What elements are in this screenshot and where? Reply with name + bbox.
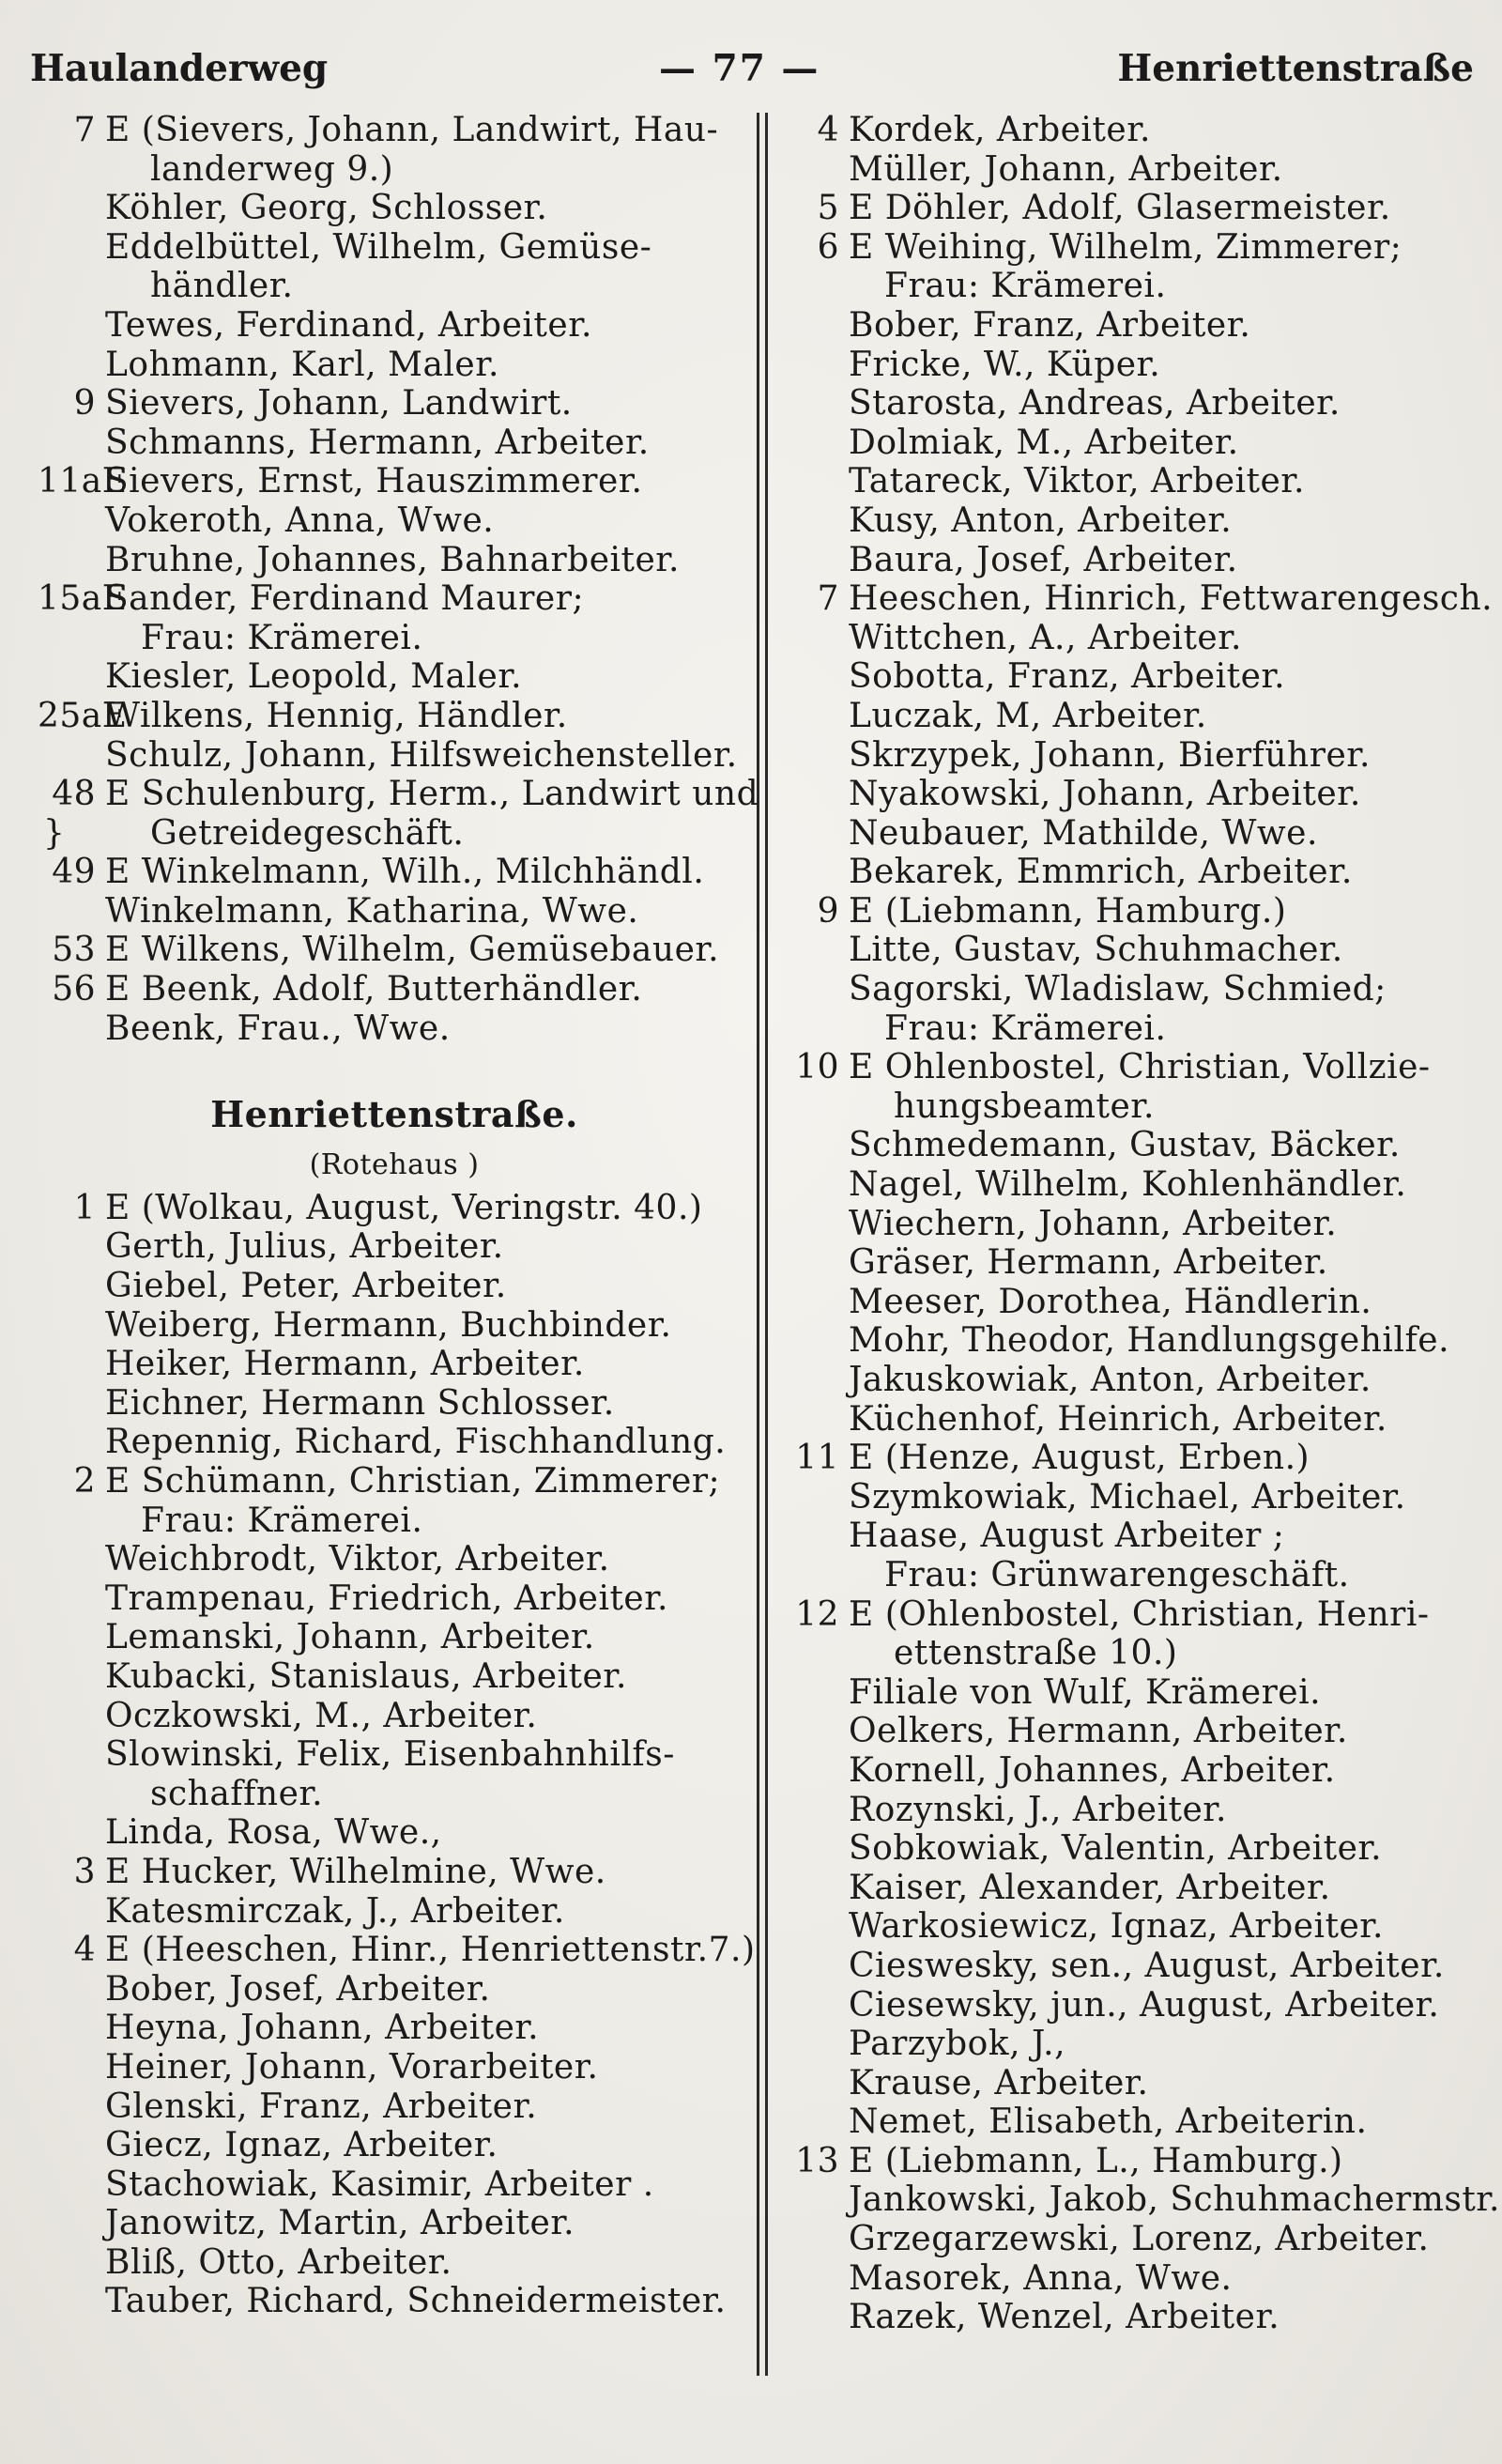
directory-entry: [781, 2298, 1476, 2337]
house-number: 11: [795, 1439, 839, 1478]
directory-entry: [781, 697, 1476, 736]
entry-text: Masorek, Anna, Wwe.: [849, 2258, 1233, 2298]
entry-text: E Winkelmann, Wilh., Milchhändl.: [105, 853, 705, 892]
directory-entry: [38, 2048, 751, 2087]
directory-entry: [781, 541, 1476, 580]
entry-text: Lemanski, Johann, Arbeiter.: [105, 1618, 595, 1657]
directory-entry: [781, 1986, 1476, 2025]
directory-entry: [781, 1556, 1476, 1595]
entry-text: Gerth, Julius, Arbeiter.: [105, 1227, 504, 1267]
entry-text: Eichner, Hermann Schlosser.: [105, 1383, 615, 1423]
directory-entry: [781, 1947, 1476, 1986]
directory-entry: [781, 1009, 1476, 1049]
house-number: 13: [795, 2141, 839, 2180]
entry-text: Tatareck, Viktor, Arbeiter.: [849, 462, 1305, 501]
entry-text: Kornell, Johannes, Arbeiter.: [849, 1750, 1336, 1790]
entry-text: Kubacki, Stanislaus, Arbeiter.: [105, 1656, 628, 1696]
page-number: — 77 —: [659, 47, 820, 90]
house-number: 7: [817, 579, 839, 619]
house-number: 10: [795, 1048, 839, 1087]
header-right-street: Henriettenstraße: [1117, 47, 1474, 90]
directory-entry: [38, 1579, 751, 1619]
entry-text: Sagorski, Wladislaw, Schmied;: [849, 970, 1387, 1009]
directory-entry: [781, 1673, 1476, 1713]
directory-entry: [38, 697, 751, 736]
entry-text: Janowitz, Martin, Arbeiter.: [105, 2204, 575, 2243]
entry-text: Filiale von Wulf, Krämerei.: [849, 1672, 1322, 1712]
directory-entry: [38, 1227, 751, 1267]
directory-entry: [781, 1751, 1476, 1791]
house-number: 9: [73, 384, 96, 424]
directory-entry: [38, 1892, 751, 1932]
entry-text: E Schulenburg, Herm., Landwirt und: [105, 775, 759, 814]
directory-entry: [38, 1345, 751, 1384]
directory-entry: [781, 150, 1476, 190]
house-number: 48: [52, 775, 96, 814]
entry-text: Katesmirczak, J., Arbeiter.: [105, 1891, 565, 1931]
house-number: 9: [817, 891, 839, 931]
entry-text: Fricke, W., Küper.: [849, 345, 1161, 384]
directory-entry: [781, 853, 1476, 892]
entry-text: Vokeroth, Anna, Wwe.: [105, 500, 495, 540]
entry-text: Bober, Franz, Arbeiter.: [849, 305, 1251, 345]
entry-text: Mohr, Theodor, Handlungsgehilfe.: [849, 1321, 1450, 1361]
directory-entry: [781, 1829, 1476, 1869]
directory-entry: [781, 736, 1476, 776]
directory-entry: [781, 501, 1476, 541]
directory-entry: [38, 501, 751, 541]
entry-text: Skrzypek, Johann, Bierführer.: [849, 735, 1371, 775]
entry-text: Slowinski, Felix, Eisenbahnhilfs-: [105, 1735, 675, 1775]
directory-entry: [781, 1321, 1476, 1361]
entry-text: Beenk, Frau., Wwe.: [105, 1009, 451, 1048]
entry-text: Repennig, Richard, Fischhandlung.: [105, 1423, 727, 1462]
directory-entry: [781, 1712, 1476, 1751]
directory-entry: [781, 1517, 1476, 1556]
directory-entry: [38, 2204, 751, 2243]
entry-text: Kordek, Arbeiter.: [849, 111, 1151, 149]
entry-text: E Weihing, Wilhelm, Zimmerer;: [849, 227, 1402, 267]
entry-text: Szymkowiak, Michael, Arbeiter.: [849, 1477, 1406, 1517]
directory-entry: [38, 424, 751, 463]
entry-text: E Beenk, Adolf, Butterhändler.: [105, 970, 643, 1009]
directory-entry: [38, 1853, 751, 1892]
entry-text: Tauber, Richard, Schneidermeister.: [105, 2282, 727, 2321]
entry-text: E (Liebmann, Hamburg.): [849, 891, 1287, 931]
directory-entry: [38, 2165, 751, 2205]
house-number: 4: [73, 1931, 96, 1970]
entry-text: Kiesler, Leopold, Maler.: [105, 657, 523, 697]
entry-text: Meeser, Dorothea, Händlerin.: [849, 1282, 1372, 1321]
entry-text: Luczak, M, Arbeiter.: [849, 696, 1207, 735]
entry-text: E (Henze, August, Erben.): [849, 1439, 1310, 1478]
entry-text: Heeschen, Hinrich, Fettwarengesch.: [849, 579, 1494, 619]
entry-text: Küchenhof, Heinrich, Arbeiter.: [849, 1399, 1387, 1439]
entry-text: Heiner, Johann, Vorarbeiter.: [105, 2047, 599, 2087]
entry-text: Schulz, Johann, Hilfsweichensteller.: [105, 735, 738, 775]
spacer: [38, 1048, 751, 1087]
house-number: 5: [817, 189, 839, 228]
entry-text: E Ohlenbostel, Christian, Vollzie-: [849, 1048, 1431, 1087]
entry-continuation: ettenstraße 10.): [894, 1634, 1178, 1673]
entry-text: Ciesewsky, jun., August, Arbeiter.: [849, 1985, 1440, 2025]
directory-entry: [38, 1775, 751, 1814]
directory-entry: [781, 1907, 1476, 1947]
directory-entry: [38, 579, 751, 619]
directory-entry: [781, 1869, 1476, 1908]
directory-entry: [781, 1400, 1476, 1440]
entry-text: Parzybok, J.,: [849, 2025, 1066, 2064]
entry-text: E (Sievers, Johann, Landwirt, Hau-: [105, 111, 719, 149]
directory-entry: [38, 111, 751, 150]
entry-text: Sievers, Ernst, Hauszimmerer.: [105, 462, 643, 501]
directory-entry: [38, 189, 751, 228]
entry-text: Trampenau, Friedrich, Arbeiter.: [105, 1578, 668, 1618]
entry-text: Heyna, Johann, Arbeiter.: [105, 2009, 540, 2048]
entry-text: Dolmiak, M., Arbeiter.: [849, 423, 1239, 462]
entry-text: Wittchen, A., Arbeiter.: [849, 618, 1242, 657]
street-subheading: (Rotehaus ): [309, 1147, 480, 1181]
directory-entry: [38, 1189, 751, 1228]
entry-text: Wiechern, Johann, Arbeiter.: [849, 1204, 1338, 1243]
entry-text: Gräser, Hermann, Arbeiter.: [849, 1243, 1328, 1283]
directory-entry: [38, 541, 751, 580]
header-left-street: Haulanderweg: [30, 47, 329, 90]
house-number: 2: [73, 1462, 96, 1501]
entry-text: Tewes, Ferdinand, Arbeiter.: [105, 305, 592, 345]
directory-entry: [38, 1502, 751, 1541]
entry-text: Neubauer, Mathilde, Wwe.: [849, 813, 1318, 853]
entry-text: Lohmann, Karl, Maler.: [105, 345, 499, 384]
directory-entry: [38, 1462, 751, 1502]
directory-entry: [781, 657, 1476, 697]
house-number: 6: [817, 227, 839, 267]
directory-entry: [38, 814, 751, 854]
entry-text: Weichbrodt, Viktor, Arbeiter.: [105, 1540, 610, 1579]
entry-text: Haase, August Arbeiter ;: [849, 1517, 1285, 1556]
entry-continuation: Getreidegeschäft.: [150, 813, 465, 853]
house-number: 49: [52, 853, 96, 892]
entry-spouse-note: Frau: Grünwarengeschäft.: [884, 1555, 1350, 1594]
entry-text: Schmedemann, Gustav, Bäcker.: [849, 1126, 1401, 1165]
entry-text: Sander, Ferdinand Maurer;: [105, 579, 585, 619]
page-header: [30, 39, 1474, 96]
directory-entry: [781, 111, 1476, 150]
directory-entry: [781, 346, 1476, 385]
directory-entry: [781, 619, 1476, 658]
entry-text: Grzegarzewski, Lorenz, Arbeiter.: [849, 2220, 1430, 2259]
entry-text: Köhler, Georg, Schlosser.: [105, 189, 548, 228]
directory-entry: [38, 1657, 751, 1697]
house-number: 7: [73, 111, 96, 149]
entry-spouse-note: Frau: Krämerei.: [884, 1009, 1167, 1048]
directory-entry: [38, 306, 751, 346]
directory-entry: [781, 2064, 1476, 2103]
brace-mark: }: [43, 813, 66, 853]
directory-entry: [38, 1735, 751, 1775]
directory-entry: [781, 2025, 1476, 2064]
entry-text: Litte, Gustav, Schuhmacher.: [849, 931, 1343, 970]
directory-entry: [38, 2282, 751, 2321]
directory-entry: [781, 1205, 1476, 1244]
entry-text: Sobotta, Franz, Arbeiter.: [849, 657, 1286, 697]
directory-entry: [781, 462, 1476, 501]
directory-entry: [781, 1087, 1476, 1127]
entry-text: E (Ohlenbostel, Christian, Henri-: [849, 1594, 1430, 1634]
directory-entry: [38, 736, 751, 776]
house-number: 4: [817, 111, 839, 149]
directory-entry: [781, 1595, 1476, 1635]
right-column: [781, 111, 1501, 2337]
directory-entry: [38, 775, 759, 814]
entry-text: Bekarek, Emmrich, Arbeiter.: [849, 853, 1353, 892]
entry-text: Bober, Josef, Arbeiter.: [105, 1969, 491, 2009]
directory-entry: [781, 1361, 1476, 1400]
directory-entry: [781, 424, 1476, 463]
house-number: 15aE: [38, 579, 128, 619]
directory-entry: [38, 267, 751, 306]
entry-text: Müller, Johann, Arbeiter.: [849, 149, 1283, 189]
directory-entry: [781, 2259, 1476, 2299]
entry-text: Baura, Josef, Arbeiter.: [849, 540, 1238, 579]
entry-text: Schmanns, Hermann, Arbeiter.: [105, 423, 650, 462]
entry-text: E Döhler, Adolf, Glasermeister.: [849, 189, 1391, 228]
directory-entry: [38, 346, 751, 385]
directory-entry: [781, 2220, 1476, 2259]
house-number: 11aE: [38, 462, 128, 501]
directory-entry: [38, 931, 751, 970]
entry-text: E Schümann, Christian, Zimmerer;: [105, 1462, 721, 1501]
directory-entry: [38, 2009, 751, 2048]
directory-entry: [781, 306, 1476, 346]
directory-entry: [781, 931, 1476, 970]
entry-text: Stachowiak, Kasimir, Arbeiter .: [105, 2164, 654, 2204]
directory-entry: [38, 1009, 751, 1049]
entry-text: Jakuskowiak, Anton, Arbeiter.: [849, 1361, 1372, 1399]
entry-text: Giecz, Ignaz, Arbeiter.: [105, 2126, 498, 2165]
entry-text: Wilkens, Hennig, Händler.: [105, 696, 568, 735]
directory-entry: [781, 1478, 1476, 1517]
directory-entry: [38, 1423, 751, 1462]
entry-text: Linda, Rosa, Wwe.,: [105, 1813, 442, 1853]
entry-spouse-note: Frau: Krämerei.: [141, 618, 423, 657]
entry-text: Nemet, Elisabeth, Arbeiterin.: [849, 2102, 1368, 2142]
entry-text: Heiker, Hermann, Arbeiter.: [105, 1345, 585, 1384]
directory-entry: [781, 384, 1476, 424]
entry-text: Nagel, Wilhelm, Kohlenhändler.: [849, 1165, 1407, 1205]
entry-text: Winkelmann, Katharina, Wwe.: [105, 891, 639, 931]
entry-text: Starosta, Andreas, Arbeiter.: [849, 384, 1341, 424]
directory-entry: [38, 150, 751, 190]
directory-entry: [38, 1931, 756, 1970]
left-column: [38, 111, 759, 2321]
entry-text: E Wilkens, Wilhelm, Gemüsebauer.: [105, 931, 720, 970]
entry-text: Eddelbüttel, Wilhelm, Gemüse-: [105, 227, 652, 267]
directory-entry: [38, 1697, 751, 1736]
entry-text: Weiberg, Hermann, Buchbinder.: [105, 1305, 672, 1345]
directory-entry: [38, 853, 751, 892]
directory-entry: [781, 2142, 1476, 2181]
entry-text: Jankowski, Jakob, Schuhmachermstr.: [849, 2180, 1501, 2220]
directory-entry: [38, 1540, 751, 1579]
directory-entry: [781, 1165, 1476, 1205]
directory-entry: [38, 462, 751, 501]
directory-entry: [38, 2087, 751, 2127]
entry-text: Sobkowiak, Valentin, Arbeiter.: [849, 1829, 1383, 1869]
house-number: 53: [52, 931, 96, 970]
entry-text: Kaiser, Alexander, Arbeiter.: [849, 1868, 1331, 1907]
directory-entry: [781, 1634, 1476, 1673]
directory-entry: [781, 2102, 1476, 2142]
house-number: 1: [73, 1188, 96, 1227]
entry-text: Giebel, Peter, Arbeiter.: [105, 1267, 507, 1306]
entry-spouse-note: Frau: Krämerei.: [141, 1501, 423, 1540]
entry-text: E (Heeschen, Hinr., Henriettenstr.7.): [105, 1931, 756, 1970]
entry-spouse-note: Frau: Krämerei.: [884, 267, 1167, 306]
entry-text: Rozynski, J., Arbeiter.: [849, 1790, 1227, 1829]
house-number: 56: [52, 970, 96, 1009]
directory-entry: [781, 267, 1476, 306]
directory-entry: [38, 384, 751, 424]
directory-entry: [781, 228, 1476, 268]
directory-entry: [38, 228, 751, 268]
directory-entry: [38, 657, 751, 697]
directory-entry: [781, 1283, 1476, 1322]
directory-entry: [38, 619, 751, 658]
entry-continuation: hungsbeamter.: [894, 1086, 1155, 1126]
entry-text: Oelkers, Hermann, Arbeiter.: [849, 1712, 1348, 1751]
directory-entry: [38, 892, 751, 932]
entry-text: Bliß, Otto, Arbeiter.: [105, 2242, 452, 2282]
entry-continuation: schaffner.: [150, 1774, 324, 1813]
house-number: 3: [73, 1852, 96, 1891]
entry-text: Oczkowski, M., Arbeiter.: [105, 1696, 538, 1735]
directory-entry: [781, 1048, 1476, 1087]
entry-text: E (Wolkau, August, Veringstr. 40.): [105, 1188, 703, 1227]
directory-entry: [781, 814, 1476, 854]
directory-entry: [38, 1813, 751, 1853]
directory-entry: [38, 1618, 751, 1657]
directory-entry: [781, 579, 1494, 619]
directory-entry: [781, 970, 1476, 1009]
entry-text: Bruhne, Johannes, Bahnarbeiter.: [105, 540, 680, 579]
street-heading: Henriettenstraße.: [210, 1092, 578, 1135]
directory-entry: [781, 189, 1476, 228]
entry-text: Warkosiewicz, Ignaz, Arbeiter.: [849, 1907, 1384, 1947]
directory-entry: [781, 1791, 1476, 1830]
entry-text: Sievers, Johann, Landwirt.: [105, 384, 573, 424]
directory-entry: [781, 2180, 1501, 2220]
house-number: 12: [795, 1594, 839, 1634]
directory-entry: [38, 2126, 751, 2165]
entry-text: Glenski, Franz, Arbeiter.: [105, 2087, 538, 2126]
entry-text: E (Liebmann, L., Hamburg.): [849, 2141, 1343, 2180]
directory-entry: [781, 1439, 1476, 1478]
entry-continuation: händler.: [150, 267, 294, 306]
directory-entry: [781, 775, 1476, 814]
directory-entry: [38, 1306, 751, 1346]
entry-text: Razek, Wenzel, Arbeiter.: [849, 2298, 1280, 2337]
directory-entry: [38, 970, 751, 1009]
entry-text: E Hucker, Wilhelmine, Wwe.: [105, 1852, 606, 1891]
directory-entry: [38, 2243, 751, 2283]
directory-entry: [781, 1126, 1476, 1165]
house-number: 25aE: [38, 696, 128, 735]
column-divider: [757, 113, 759, 2376]
entry-continuation: landerweg 9.): [150, 149, 394, 189]
entry-text: Krause, Arbeiter.: [849, 2063, 1149, 2102]
entry-text: Cieswesky, sen., August, Arbeiter.: [849, 1946, 1445, 1985]
directory-entry: [781, 1243, 1476, 1283]
directory-entry: [38, 1970, 751, 2010]
directory-entry: [781, 892, 1476, 932]
column-divider: [765, 113, 768, 2376]
directory-entry: [38, 1384, 751, 1424]
entry-text: Kusy, Anton, Arbeiter.: [849, 500, 1233, 540]
entry-text: Nyakowski, Johann, Arbeiter.: [849, 775, 1361, 814]
directory-entry: [38, 1267, 751, 1306]
